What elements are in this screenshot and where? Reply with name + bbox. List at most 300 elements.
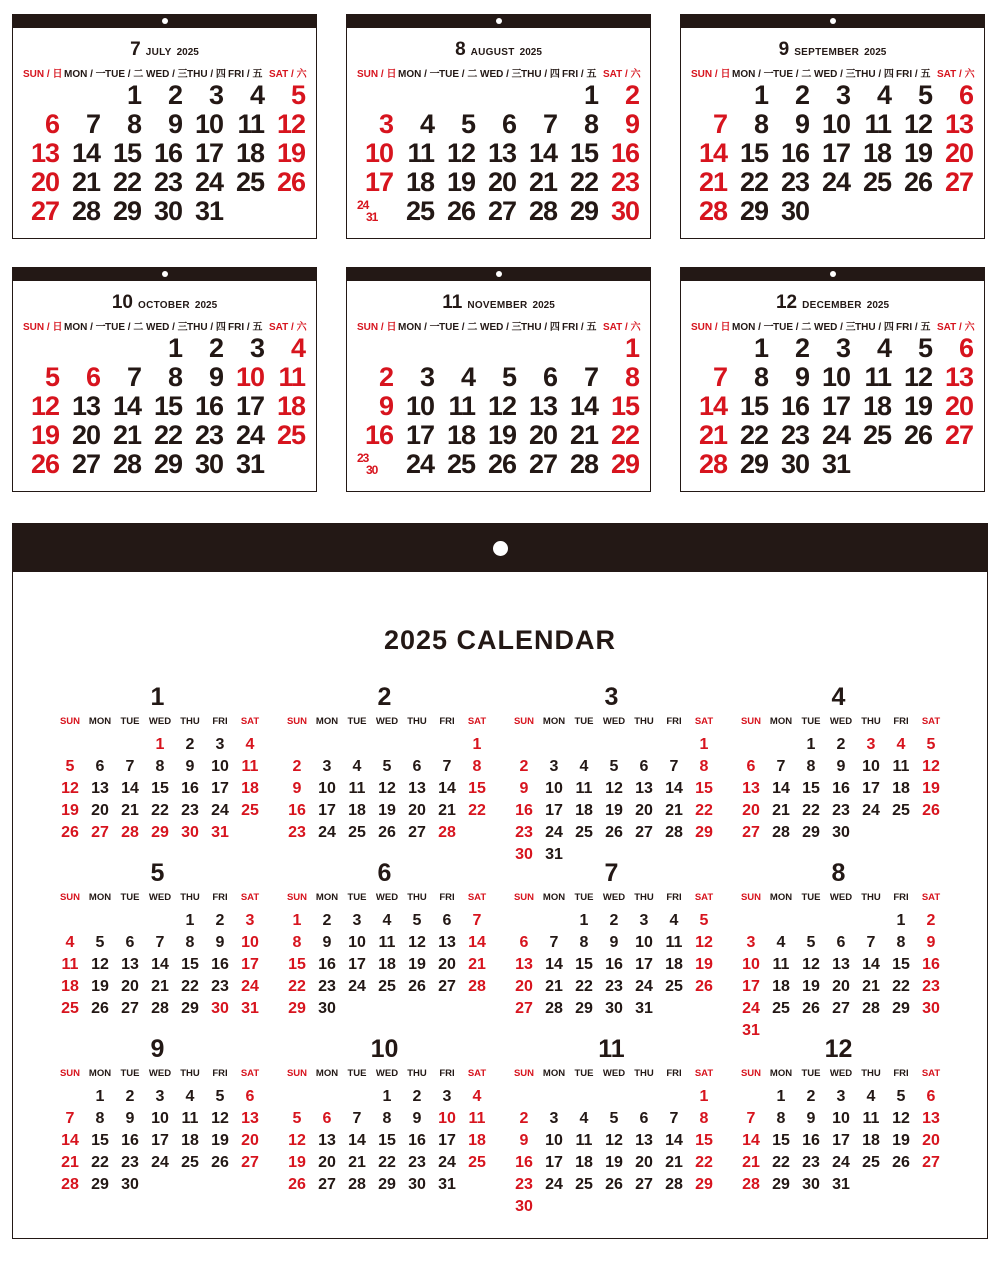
- day-cell: 11: [772, 956, 790, 973]
- weekday-label: TUE: [347, 892, 367, 903]
- day-cell: 8: [292, 934, 302, 951]
- weekday-label: FRI: [212, 892, 228, 903]
- weekday-header: [509, 1065, 719, 1083]
- day-cell: 1: [579, 912, 589, 929]
- weekday-label: SUN: [513, 1068, 535, 1079]
- weekday-header: [736, 1065, 946, 1083]
- day-cell: 1: [896, 912, 906, 929]
- day-cell: 20: [635, 1154, 653, 1171]
- day-cell: 9: [215, 934, 225, 951]
- day-cell: 21: [121, 802, 139, 819]
- empty-cell: [539, 734, 569, 756]
- day-cell: 9: [624, 109, 639, 139]
- weekday-label: WED / 三: [480, 322, 522, 333]
- weekday-label: SAT: [467, 892, 487, 903]
- weekday-label: THU: [861, 716, 881, 727]
- month-card: [346, 14, 651, 239]
- month-card: [12, 14, 317, 239]
- day-cell: 24: [235, 420, 264, 450]
- day-cell: 22: [772, 1154, 790, 1171]
- weekday-label: MON / 一: [64, 69, 106, 80]
- day-cell: 22: [575, 978, 593, 995]
- month-number: 7: [604, 859, 619, 887]
- month-number: 9: [150, 1035, 165, 1063]
- day-cell: 16: [181, 780, 199, 797]
- month-number: 11: [442, 292, 463, 313]
- yearly-calendar-sheet: [12, 523, 988, 1239]
- month-number: 3: [604, 683, 619, 711]
- hanger-hole: [162, 18, 168, 24]
- weekday-label: FRI: [893, 1068, 909, 1079]
- day-cell: 21: [698, 167, 727, 197]
- weekday-label: TUE / 二: [105, 322, 144, 333]
- empty-cell: [23, 334, 64, 363]
- hanger-bar: [681, 15, 984, 28]
- day-cell: 13: [515, 956, 533, 973]
- empty-cell: [282, 734, 312, 756]
- day-cell: 25: [772, 1000, 790, 1017]
- day-cell: 21: [61, 1154, 79, 1171]
- weekday-label: THU: [407, 716, 427, 727]
- day-cell: 24: [545, 824, 563, 841]
- weekday-label: WED: [148, 892, 172, 903]
- day-cell: 3: [208, 80, 223, 110]
- day-cell: 20: [944, 391, 973, 421]
- weekday-label: FRI: [212, 716, 228, 727]
- day-cell: 22: [739, 420, 768, 450]
- month-number: 12: [775, 292, 798, 313]
- day-cell: 9: [167, 109, 182, 139]
- day-cell: 30: [318, 1000, 336, 1017]
- day-cell: 21: [665, 1154, 683, 1171]
- day-cell: 6: [542, 362, 557, 392]
- day-cell: 24: [635, 978, 653, 995]
- year-month: [282, 684, 492, 844]
- day-cell: 19: [446, 167, 475, 197]
- day-cell: 14: [665, 1132, 683, 1149]
- weekday-header: [509, 713, 719, 731]
- day-cell: 25: [468, 1154, 486, 1171]
- day-cell: 2: [167, 80, 182, 110]
- day-cell: 1: [126, 80, 141, 110]
- empty-cell: [826, 910, 856, 932]
- day-cell: 6: [85, 362, 100, 392]
- weekday-label: SAT / 六: [603, 322, 641, 333]
- day-cell: 25: [446, 449, 475, 479]
- day-cell: 8: [753, 109, 768, 139]
- empty-cell: [629, 1086, 659, 1108]
- day-cell: 13: [944, 362, 973, 392]
- day-cell: 7: [542, 109, 557, 139]
- day-cell: 8: [472, 758, 482, 775]
- day-cell: 3: [352, 912, 362, 929]
- day-cell: 7: [776, 758, 786, 775]
- weekday-label: WED: [375, 892, 399, 903]
- day-cell: 10: [194, 109, 223, 139]
- day-cell: 11: [575, 1132, 593, 1149]
- empty-cell: [439, 81, 480, 110]
- day-cell: 25: [181, 1154, 199, 1171]
- empty-cell: [766, 734, 796, 756]
- weekday-label: SUN: [59, 1068, 81, 1079]
- month-number: 5: [150, 859, 165, 887]
- day-cell: 11: [864, 362, 891, 392]
- day-cell: 17: [318, 802, 336, 819]
- weekday-label: SAT / 六: [269, 69, 307, 80]
- day-cell: 4: [460, 362, 475, 392]
- month-name: SEPTEMBER: [794, 47, 860, 58]
- hanger-bar: [13, 15, 316, 28]
- day-cell: 30: [610, 196, 639, 226]
- day-cell: 20: [742, 802, 760, 819]
- day-cell: 19: [408, 956, 426, 973]
- day-cell: 17: [862, 780, 880, 797]
- day-cell: 22: [288, 978, 306, 995]
- day-cell: 6: [926, 1088, 936, 1105]
- day-cell: 23: [181, 802, 199, 819]
- weekday-label: SAT: [240, 1068, 260, 1079]
- weekday-header: [23, 318, 316, 332]
- day-cell: 11: [892, 758, 910, 775]
- day-cell: 17: [348, 956, 366, 973]
- day-cell: 11: [468, 1110, 486, 1127]
- day-cell: 1: [167, 333, 182, 363]
- hanger-bar: [347, 268, 650, 281]
- month-title: [13, 39, 316, 61]
- day-cell: 4: [579, 1110, 589, 1127]
- day-cell: 25: [892, 802, 910, 819]
- day-cell: 9: [185, 758, 195, 775]
- day-cell: 31: [438, 1176, 456, 1193]
- day-cell: 13: [30, 138, 59, 168]
- day-cell: 21: [438, 802, 456, 819]
- day-cell: 31: [235, 449, 264, 479]
- weekday-label: SUN / 日: [357, 69, 397, 80]
- day-cell: 9: [378, 391, 393, 421]
- day-cell: 7: [472, 912, 482, 929]
- day-cell: 10: [742, 956, 760, 973]
- year-title: 2025 CALENDAR: [383, 625, 617, 655]
- day-cell: 22: [91, 1154, 109, 1171]
- day-cell: 14: [468, 934, 486, 951]
- day-cell: 16: [802, 1132, 820, 1149]
- day-cell: 9: [609, 934, 619, 951]
- day-cell: 2: [836, 736, 846, 753]
- day-cell: 12: [378, 780, 396, 797]
- day-cell: 15: [610, 391, 639, 421]
- day-cell: 18: [405, 167, 434, 197]
- day-cell: 12: [211, 1110, 229, 1127]
- day-cell: 17: [405, 420, 434, 450]
- day-cell: 31: [211, 824, 229, 841]
- day-cell: 11: [864, 109, 891, 139]
- weekday-header: [357, 318, 650, 332]
- day-cell: 30: [211, 1000, 229, 1017]
- day-cell: 6: [958, 333, 973, 363]
- day-grid: [23, 334, 316, 479]
- empty-cell: [509, 910, 539, 932]
- weekday-label: THU: [407, 1068, 427, 1079]
- day-cell: 19: [605, 1154, 623, 1171]
- month-number: 8: [455, 39, 466, 60]
- day-cell: 6: [639, 1110, 649, 1127]
- day-cell: 29: [288, 1000, 306, 1017]
- day-cell: 6: [639, 758, 649, 775]
- empty-cell: [398, 334, 439, 363]
- day-cell: 29: [151, 824, 169, 841]
- weekday-label: MON: [315, 1068, 339, 1079]
- weekday-label: SAT: [694, 892, 714, 903]
- weekday-label: MON: [542, 716, 566, 727]
- day-cell: 4: [669, 912, 679, 929]
- day-cell: 30: [832, 824, 850, 841]
- day-cell: 22: [151, 802, 169, 819]
- day-cell: 14: [772, 780, 790, 797]
- day-cell: 15: [772, 1132, 790, 1149]
- day-cell: 28: [772, 824, 790, 841]
- empty-cell: [432, 734, 462, 756]
- weekday-label: SUN / 日: [23, 69, 63, 80]
- day-cell: 2: [208, 333, 223, 363]
- day-cell: 25: [348, 824, 366, 841]
- day-cell: 21: [151, 978, 169, 995]
- day-cell: 9: [926, 934, 936, 951]
- day-cell: 12: [61, 780, 79, 797]
- day-cell: 24: [211, 802, 229, 819]
- day-cell: 31: [545, 846, 563, 863]
- day-grid: [736, 910, 946, 1042]
- day-cell: 10: [318, 780, 336, 797]
- day-cell: 27: [487, 196, 516, 226]
- day-cell: 25: [665, 978, 683, 995]
- weekday-label: WED: [829, 892, 853, 903]
- empty-cell: [85, 910, 115, 932]
- day-cell: 21: [348, 1154, 366, 1171]
- hanger-bar: [13, 524, 987, 572]
- day-cell: 17: [742, 978, 760, 995]
- weekday-label: MON: [769, 716, 793, 727]
- day-cell: 8: [896, 934, 906, 951]
- day-cell: 10: [405, 391, 434, 421]
- day-cell: 19: [378, 802, 396, 819]
- day-grid: [509, 734, 719, 866]
- day-cell: 8: [167, 362, 182, 392]
- weekday-label: SUN: [59, 892, 81, 903]
- weekday-label: SAT: [240, 716, 260, 727]
- weekday-label: SUN / 日: [357, 322, 397, 333]
- day-grid: [55, 910, 265, 1020]
- empty-cell: [736, 734, 766, 756]
- weekday-label: SAT: [694, 716, 714, 727]
- day-cell: 27: [528, 449, 557, 479]
- day-cell: 13: [944, 109, 973, 139]
- day-cell: 26: [695, 978, 713, 995]
- day-cell: 13: [742, 780, 760, 797]
- day-cell: 7: [866, 934, 876, 951]
- empty-cell: [85, 734, 115, 756]
- day-cell: 20: [832, 978, 850, 995]
- empty-cell: [312, 1086, 342, 1108]
- weekday-label: FRI: [666, 892, 682, 903]
- day-cell: 10: [545, 1132, 563, 1149]
- weekday-label: FRI: [439, 716, 455, 727]
- day-cell: 3: [245, 912, 255, 929]
- weekday-label: FRI: [439, 892, 455, 903]
- day-cell: 3: [442, 1088, 452, 1105]
- day-cell: 11: [348, 780, 366, 797]
- weekday-header: [282, 713, 492, 731]
- weekday-label: SUN: [740, 716, 762, 727]
- day-cell: 4: [472, 1088, 482, 1105]
- day-cell: 20: [528, 420, 557, 450]
- day-cell: 24: [151, 1154, 169, 1171]
- day-cell: 2: [215, 912, 225, 929]
- day-cell: 9: [836, 758, 846, 775]
- month-name: DECEMBER: [802, 300, 862, 311]
- weekday-label: MON: [88, 892, 112, 903]
- day-cell: 26: [211, 1154, 229, 1171]
- day-cell: 27: [408, 824, 426, 841]
- day-cell: 27: [121, 1000, 139, 1017]
- empty-cell: [55, 734, 85, 756]
- weekday-label: WED / 三: [146, 69, 188, 80]
- day-cell: 29: [112, 196, 141, 226]
- day-cell: 3: [866, 736, 876, 753]
- day-cell: 2: [806, 1088, 816, 1105]
- day-cell: 16: [515, 802, 533, 819]
- day-cell: 16: [610, 138, 639, 168]
- day-cell: 29: [739, 196, 768, 226]
- day-cell: 27: [71, 449, 100, 479]
- day-cell: 6: [519, 934, 529, 951]
- day-cell: 27: [438, 978, 456, 995]
- day-cell: 17: [235, 391, 264, 421]
- day-cell: 10: [211, 758, 229, 775]
- day-cell: 1: [185, 912, 195, 929]
- day-cell: 5: [65, 758, 75, 775]
- empty-cell: [398, 81, 439, 110]
- day-cell: 13: [91, 780, 109, 797]
- day-cell: 22: [892, 978, 910, 995]
- weekday-label: TUE / 二: [439, 69, 478, 80]
- day-cell: 19: [211, 1132, 229, 1149]
- day-cell: 4: [579, 758, 589, 775]
- empty-cell: [115, 910, 145, 932]
- weekday-label: THU: [180, 892, 200, 903]
- weekday-label: THU: [634, 892, 654, 903]
- day-cell: 6: [245, 1088, 255, 1105]
- day-cell: 16: [318, 956, 336, 973]
- day-cell: 18: [862, 138, 891, 168]
- day-cell: 8: [699, 1110, 709, 1127]
- day-cell: 5: [917, 333, 932, 363]
- empty-cell: [439, 334, 480, 363]
- weekday-label: SAT / 六: [603, 69, 641, 80]
- day-cell: 8: [583, 109, 598, 139]
- day-cell: 6: [44, 109, 59, 139]
- day-cell: 1: [583, 80, 598, 110]
- empty-cell: [599, 1086, 629, 1108]
- day-cell: 30: [121, 1176, 139, 1193]
- day-cell: 28: [665, 824, 683, 841]
- month-card: [680, 14, 985, 239]
- day-cell: 30: [605, 1000, 623, 1017]
- weekday-header: [55, 1065, 265, 1083]
- empty-cell: [23, 81, 64, 110]
- hanger-hole: [162, 271, 168, 277]
- day-cell: 1: [155, 736, 165, 753]
- day-cell: 9: [519, 1132, 529, 1149]
- day-cell: 14: [528, 138, 557, 168]
- day-grid: [736, 1086, 946, 1196]
- weekday-label: TUE: [120, 892, 140, 903]
- day-cell: 7: [65, 1110, 75, 1127]
- day-cell: 23: [802, 1154, 820, 1171]
- day-cell: 17: [832, 1132, 850, 1149]
- day-cell: 3: [639, 912, 649, 929]
- day-cell: 23: [318, 978, 336, 995]
- year-month: [509, 684, 719, 866]
- day-cell: 25: [575, 824, 593, 841]
- day-grid: [357, 81, 650, 226]
- day-cell: 18: [468, 1132, 486, 1149]
- day-cell: 27: [91, 824, 109, 841]
- day-cell: 13: [438, 934, 456, 951]
- day-grid: [55, 734, 265, 844]
- day-cell: 28: [348, 1176, 366, 1193]
- day-cell: 4: [185, 1088, 195, 1105]
- day-cell: 19: [922, 780, 940, 797]
- day-cell: 3: [419, 362, 434, 392]
- weekday-label: TUE: [574, 1068, 594, 1079]
- weekday-header: [23, 65, 316, 79]
- day-cell: 4: [876, 80, 891, 110]
- day-grid: [691, 81, 984, 226]
- day-cell: 7: [583, 362, 598, 392]
- empty-cell: [145, 910, 175, 932]
- empty-cell: [115, 734, 145, 756]
- day-cell: 17: [241, 956, 259, 973]
- day-cell: 4: [419, 109, 434, 139]
- day-cell: 26: [903, 420, 932, 450]
- empty-cell: [480, 81, 521, 110]
- day-cell: 24: [821, 420, 850, 450]
- day-cell: 20: [944, 138, 973, 168]
- weekday-label: THU / 四: [187, 322, 226, 333]
- day-cell: 26: [605, 824, 623, 841]
- year-month: [282, 860, 492, 1020]
- hanger-bar: [681, 268, 984, 281]
- day-cell: 22: [468, 802, 486, 819]
- day-grid: [736, 734, 946, 844]
- day-cell: 29: [695, 824, 713, 841]
- weekday-header: [55, 713, 265, 731]
- day-cell: 29: [772, 1176, 790, 1193]
- day-cell: 16: [605, 956, 623, 973]
- day-cell: 24: [348, 978, 366, 995]
- day-number: 30: [366, 463, 378, 477]
- empty-cell: [55, 910, 85, 932]
- day-cell: 5: [215, 1088, 225, 1105]
- day-cell: 12: [487, 391, 516, 421]
- day-cell: 23: [515, 824, 533, 841]
- day-cell: 1: [95, 1088, 105, 1105]
- day-cell: 4: [776, 934, 786, 951]
- month-card: [680, 267, 985, 492]
- weekday-label: WED: [148, 1068, 172, 1079]
- day-cell: 28: [665, 1176, 683, 1193]
- year-month: [736, 1036, 946, 1196]
